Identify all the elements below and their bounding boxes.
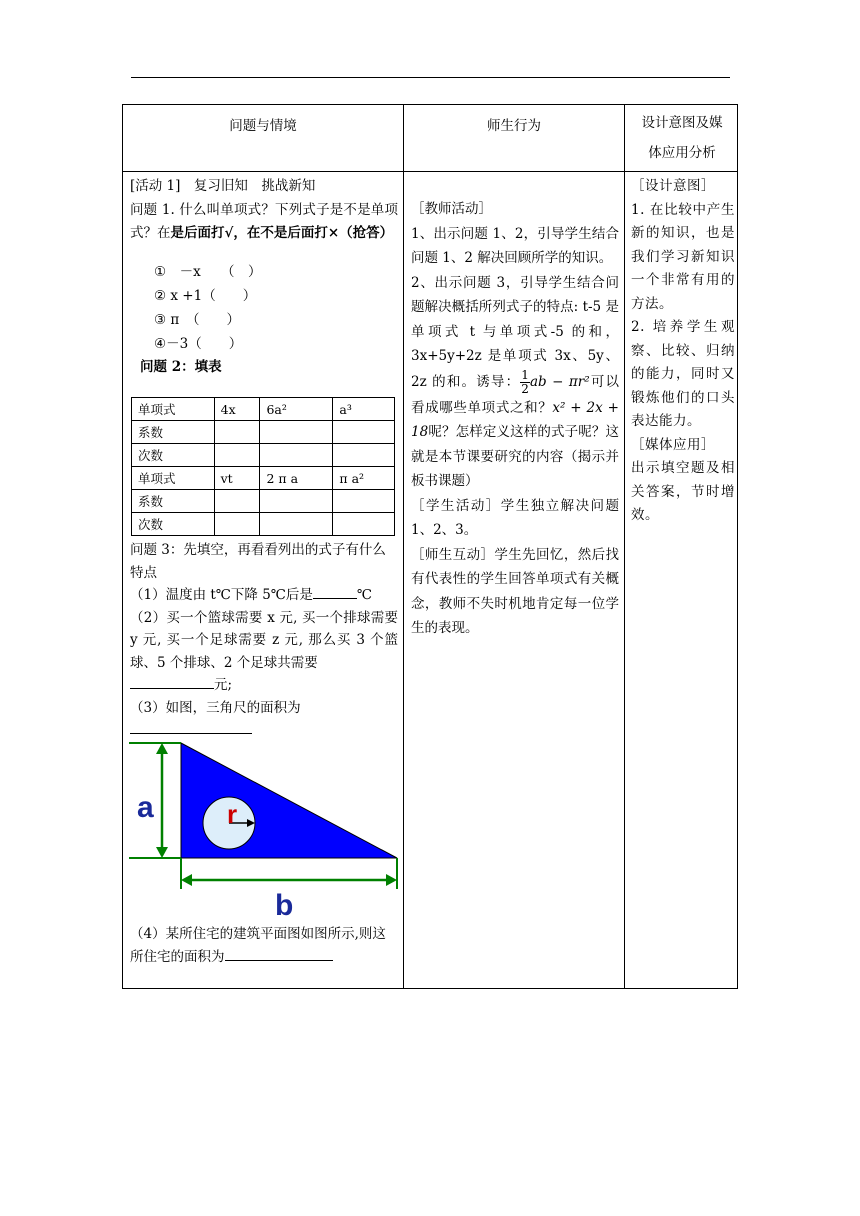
label-r: r bbox=[227, 799, 238, 829]
question-2: 问题 2：填表 bbox=[140, 358, 222, 375]
design-item-1: 1. 在比较中产生新的知识，也是我们学习新知识一个非常有用的方法。 bbox=[631, 201, 735, 312]
fraction: $\frac{1}{2}$ bbox=[521, 367, 529, 396]
answer-blank bbox=[225, 947, 333, 962]
table-row: 系数 bbox=[132, 490, 395, 513]
teacher-activity-title: ［教师活动］ bbox=[411, 201, 492, 217]
media-title: ［媒体应用］ bbox=[631, 436, 715, 453]
answer-blank bbox=[130, 720, 252, 735]
teacher-student-interaction: ［师生互动］学生先回忆，然后找有代表性的学生回答单项式有关概念，教师不失时机地肯定每一位学生的表现。 bbox=[411, 546, 619, 636]
activity-title: [活动 1] 复习旧知 挑战新知 bbox=[130, 178, 316, 194]
header-col3-line2: 体应用分析 bbox=[648, 145, 716, 161]
design-item-2: 2. 培养学生观察、比较、归纳的能力，同时又锻炼他们的口头表达能力。 bbox=[631, 319, 735, 429]
problem-column bbox=[130, 175, 398, 379]
question-3: 问题 3：先填空，再看看列出的式子有什么特点 bbox=[130, 542, 386, 581]
label-a: a bbox=[137, 791, 154, 824]
options-list bbox=[130, 260, 398, 356]
table-row: 系数 bbox=[132, 421, 395, 444]
design-column bbox=[631, 175, 735, 528]
answer-blank bbox=[313, 585, 357, 600]
table-row: 单项式 4x 6a² a³ bbox=[132, 398, 395, 421]
teacher-item-1: 1、出示问题 1、2，引导学生结合问题 1、2 解决回顾所学的知识。 bbox=[411, 225, 619, 266]
option-item: ② x +1（ ） bbox=[154, 287, 257, 304]
header-col3-line1: 设计意图及媒 bbox=[641, 115, 723, 131]
question-3-block bbox=[130, 539, 398, 742]
label-b: b bbox=[275, 889, 294, 922]
answer-blank bbox=[130, 675, 214, 690]
question-3-3: （3）如图，三角尺的面积为 bbox=[130, 697, 398, 742]
column-divider bbox=[624, 105, 625, 988]
option-item: ③ π （ ） bbox=[154, 311, 241, 328]
column-divider bbox=[403, 105, 404, 988]
question-3-2: （2）买一个篮球需要 x 元, 买一个排球需要 y 元, 买一个足球需要 z 元, 那么买 3 个篮球、5 个排球、2 个足球共需要 元; bbox=[130, 609, 398, 693]
header-rule bbox=[131, 77, 730, 78]
fill-table bbox=[131, 397, 395, 536]
teacher-item-2: 2、出示问题 3，引导学生结合问题解决概括所列式子的特点: t-5 是单项式 t 与单项式-5 的和，3x+5y+2z 是单项式 3x、5y、2z 的和。诱导： $\frac{1}{2}$ ab − πr²可以看成哪些单项式之和？x² + 2x + 18呢？怎样定义这样的式子呢？这就是本节课要研究的内容（揭示并板书课题） bbox=[411, 274, 620, 489]
header-col1: 问题与情境 bbox=[229, 118, 297, 134]
header-col2: 师生行为 bbox=[487, 118, 541, 134]
option-item: ④－3（ ） bbox=[154, 335, 243, 352]
teacher-student-column bbox=[411, 197, 619, 641]
design-title: ［设计意图］ bbox=[631, 178, 715, 194]
question-3-1: （1）温度由 t℃下降 5℃后是 ℃ bbox=[130, 584, 398, 607]
lesson-table bbox=[122, 104, 738, 989]
media-item-1: 出示填空题及相关答案，节时增效。 bbox=[631, 460, 735, 523]
table-row: 次数 bbox=[132, 444, 395, 467]
header-col3 bbox=[625, 105, 739, 171]
student-activity: ［学生活动］学生独立解决问题 1、2、3。 bbox=[411, 497, 619, 538]
question-1: 问题 1. 什么叫单项式？下列式子是不是单项式？在是后面打√，在不是后面打×（抢答） bbox=[130, 201, 398, 241]
table-row: 单项式 vt 2 π a π a² bbox=[132, 467, 395, 490]
option-item: ① －x （ ） bbox=[154, 263, 262, 280]
triangle-figure bbox=[129, 737, 403, 923]
table-row: 次数 bbox=[132, 513, 395, 536]
question-3-4: （4）某所住宅的建筑平面图如图所示,则这所住宅的面积为 bbox=[130, 926, 386, 965]
